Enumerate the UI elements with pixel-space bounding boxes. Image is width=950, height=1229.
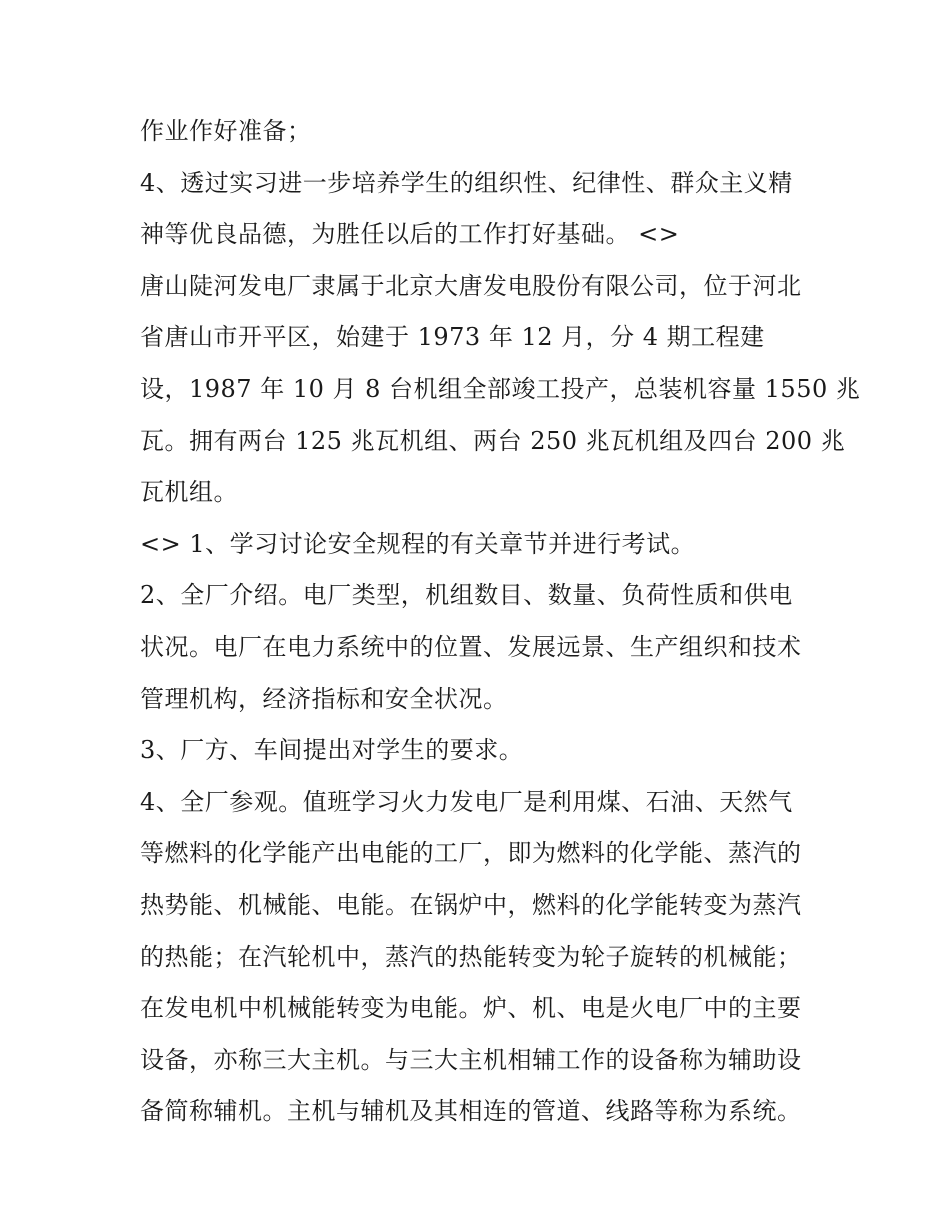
text-line: 等燃料的化学能产出电能的工厂，即为燃料的化学能、蒸汽的: [140, 839, 802, 868]
text-line: 热势能、机械能、电能。在锅炉中，燃料的化学能转变为蒸汽: [140, 890, 802, 919]
text-line: 的热能；在汽轮机中，蒸汽的热能转变为轮子旋转的机械能；: [140, 942, 802, 971]
text-line: 管理机构，经济指标和安全状况。: [140, 684, 508, 713]
text-line: 4、透过实习进一步培养学生的组织性、纪律性、群众主义精: [140, 168, 793, 197]
text-line: 设，1987 年 10 月 8 台机组全部竣工投产，总装机容量 1550 兆: [140, 374, 861, 403]
text-line: 省唐山市开平区，始建于 1973 年 12 月，分 4 期工程建: [140, 323, 765, 352]
text-line: 瓦机组。: [140, 478, 238, 507]
document-body-text: [140, 106, 861, 1138]
text-line: 备简称辅机。主机与辅机及其相连的管道、线路等称为系统。: [140, 1097, 802, 1126]
text-line: 2、全厂介绍。电厂类型，机组数目、数量、负荷性质和供电: [140, 581, 793, 610]
text-line: 神等优良品德，为胜任以后的工作打好基础。 <>: [140, 220, 680, 249]
text-line: 作业作好准备；: [140, 117, 312, 145]
text-line: 状况。电厂在电力系统中的位置、发展远景、生产组织和技术: [140, 632, 802, 661]
text-line: 4、全厂参观。值班学习火力发电厂是利用煤、石油、天然气: [140, 787, 793, 816]
text-line: <> 1、学习讨论安全规程的有关章节并进行考试。: [140, 529, 696, 558]
text-line: 唐山陡河发电厂隶属于北京大唐发电股份有限公司，位于河北: [140, 271, 802, 300]
text-line: 在发电机中机械能转变为电能。炉、机、电是火电厂中的主要: [140, 994, 802, 1023]
text-line: 瓦。拥有两台 125 兆瓦机组、两台 250 兆瓦机组及四台 200 兆: [140, 426, 846, 455]
text-line: 3、厂方、车间提出对学生的要求。: [140, 736, 524, 765]
text-line: 设备，亦称三大主机。与三大主机相辅工作的设备称为辅助设: [140, 1045, 802, 1074]
